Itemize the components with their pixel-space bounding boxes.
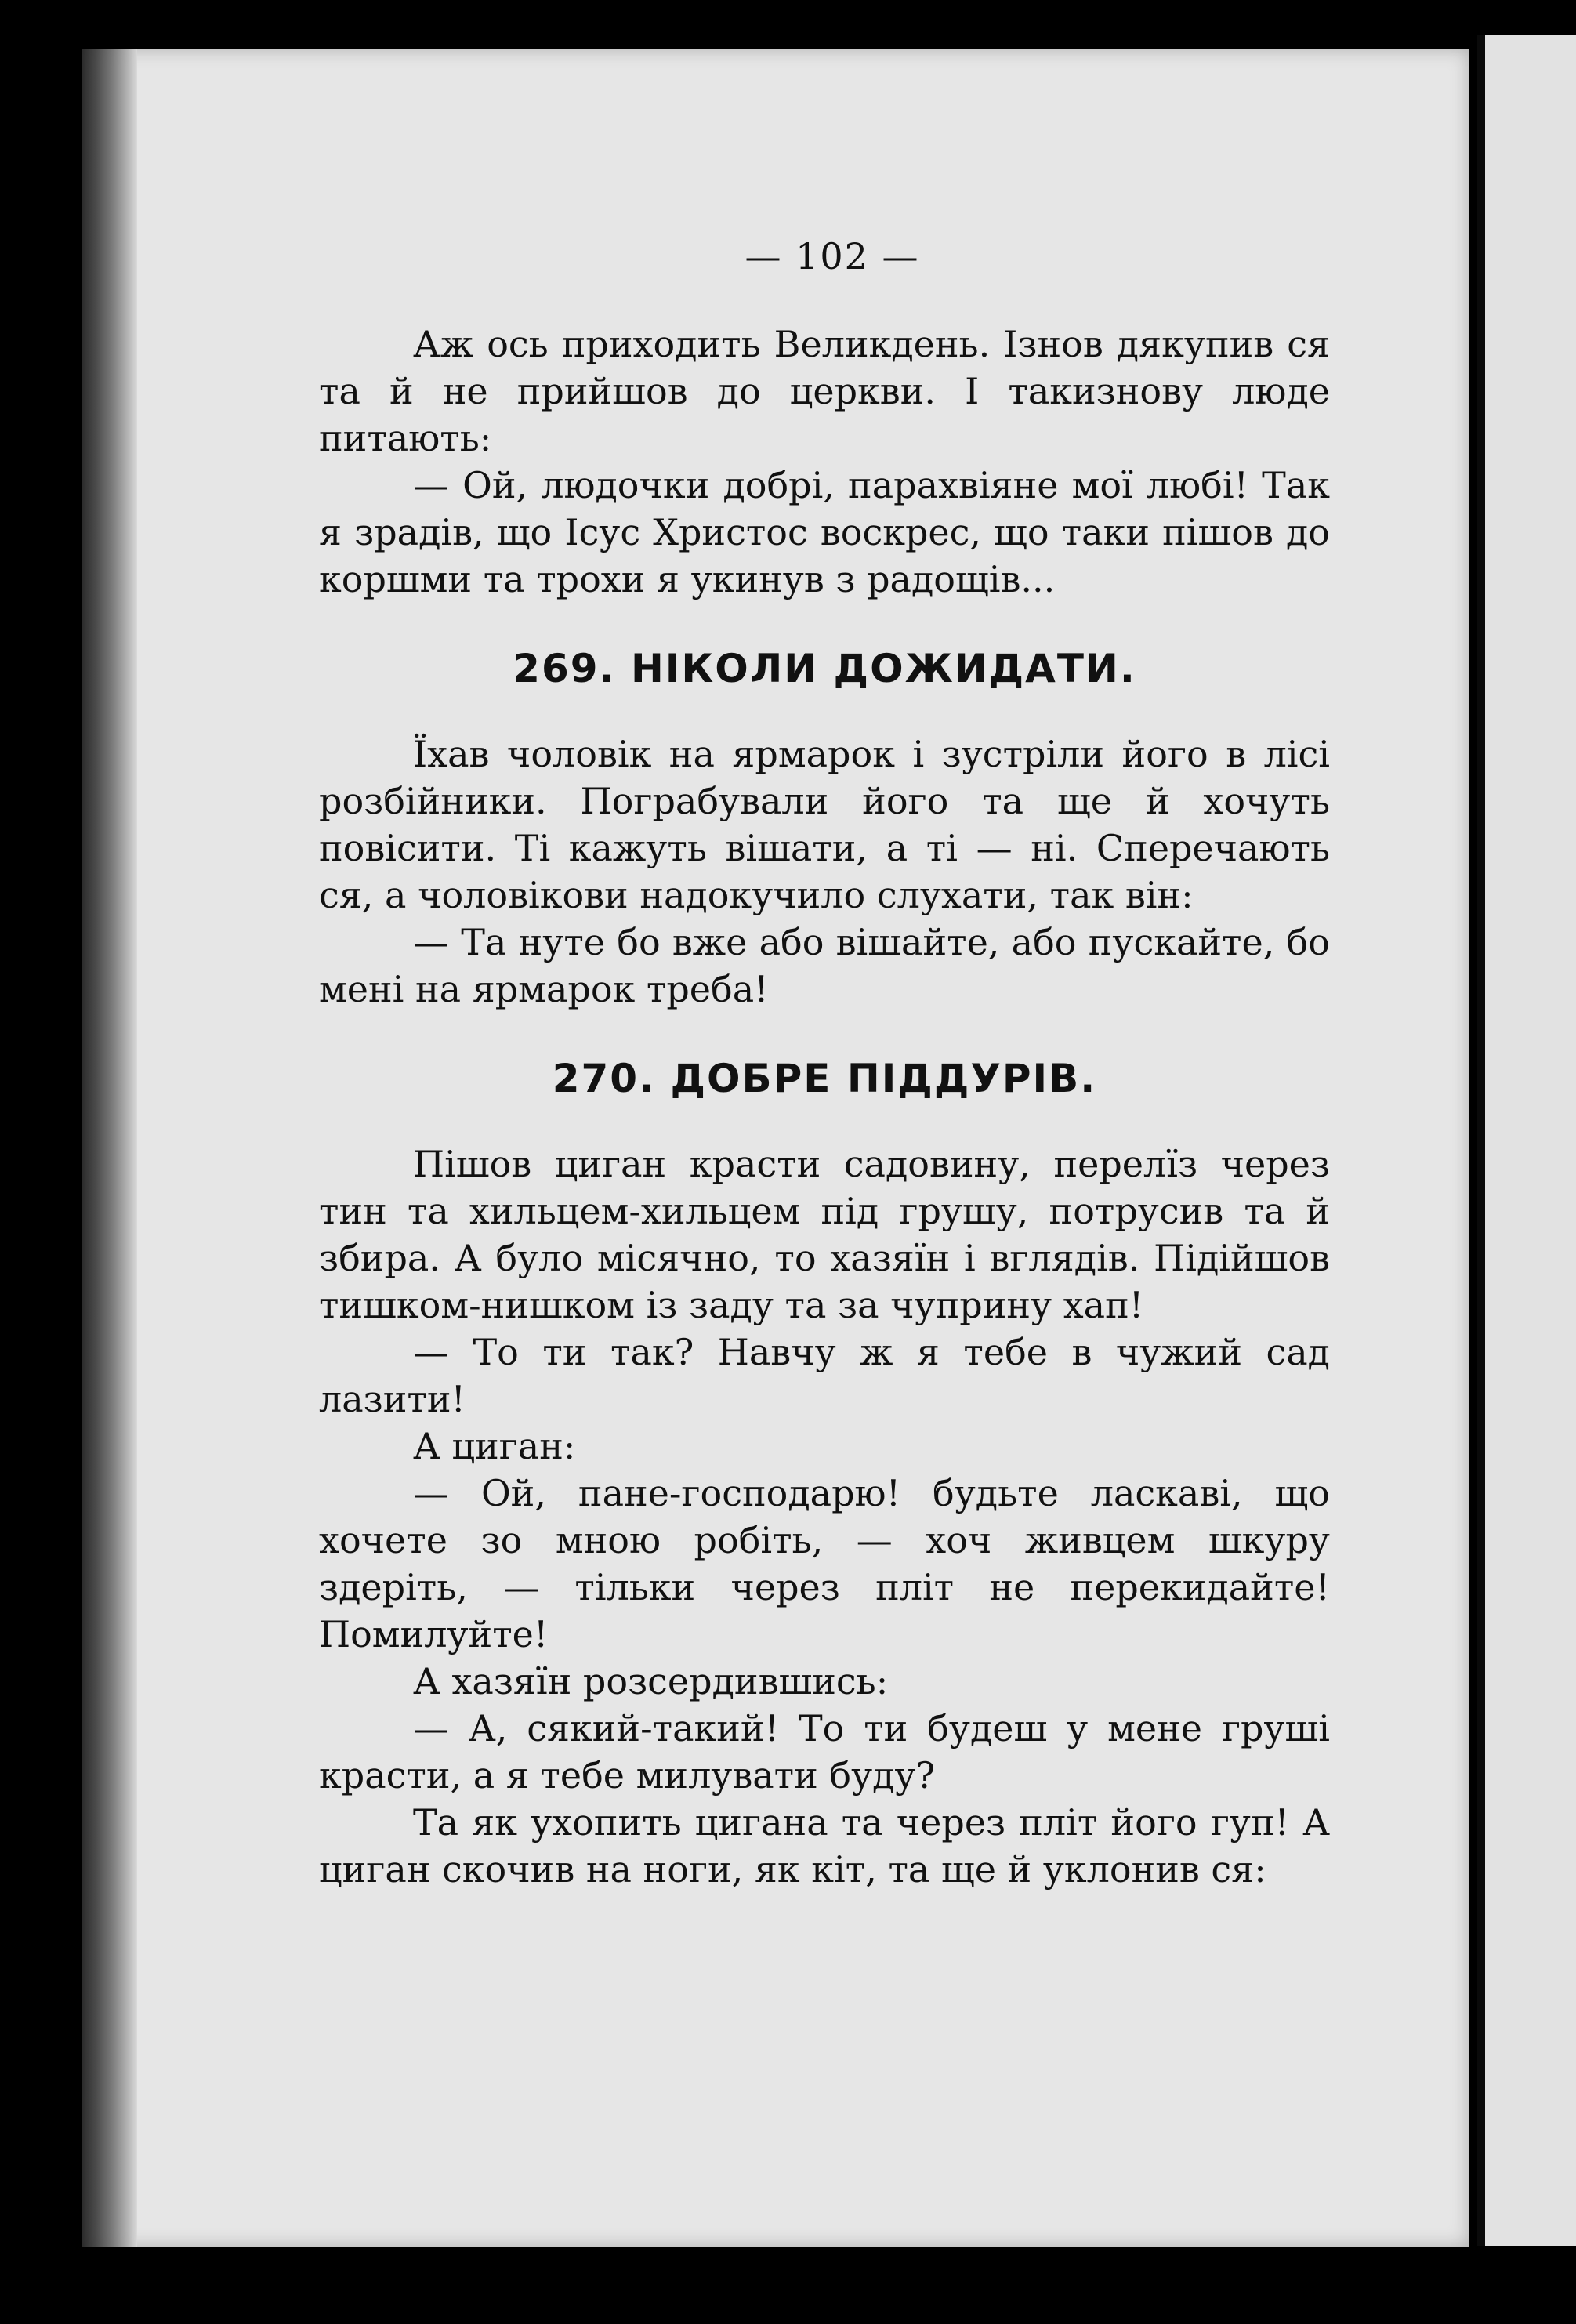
story-270-paragraph-7: Та як ухопить цигана та через пліт його гуп! А циган скочив на ноги, як кіт, та ще й уклонив ся: bbox=[319, 1801, 1330, 1891]
story-269-paragraph-2: — Та нуте бо вже або вішайте, або пускайте, бо мені на ярмарок треба! bbox=[319, 921, 1330, 1010]
intro-paragraph-1: Аж ось приходить Великдень. Ізнов дякупив ся та й не прийшов до церкви. І такизнову люде питають: bbox=[319, 323, 1330, 459]
story-270-paragraph-1: Пішов циган красти садовину, перелїз через тин та хильцем-хильцем під грушу, потрусив та й збира. А було місячно, то хазяїн і вглядів. Підійшов тишком-нишком із заду та за чуприну хап! bbox=[319, 1143, 1330, 1326]
page-spine-shadow bbox=[82, 49, 137, 2247]
story-270-heading: 270. ДОБРЕ ПІДДУРІВ. bbox=[552, 1056, 1097, 1101]
next-page-edge bbox=[1477, 35, 1576, 2246]
story-270-paragraph-4: — Ой, пане-господарю! будьте ласкаві, що хочете зо мною робіть, — хоч живцем шкуру здеріть, — тільки через пліт не перекидайте! Помилуйте! bbox=[319, 1472, 1330, 1655]
story-269-heading: 269. НІКОЛИ ДОЖИДАТИ. bbox=[513, 646, 1136, 691]
story-270-paragraph-3: А циган: bbox=[413, 1425, 576, 1467]
page-number: — 102 — bbox=[745, 235, 920, 277]
story-270-paragraph-6: — А, сякий-такий! То ти будеш у мене груші красти, а я тебе милувати буду? bbox=[319, 1707, 1330, 1796]
page-text bbox=[319, 235, 1330, 1893]
story-269-paragraph-1: Їхав чоловік на ярмарок і зустріли його в лісі розбійники. Пограбували його та ще й хочуть повісити. Ті кажуть вішати, а ті — ні. Сперечають ся, а чоловікови надокучило слухати, так він: bbox=[319, 733, 1330, 916]
story-270-paragraph-5: А хазяїн розсердившись: bbox=[413, 1660, 889, 1702]
story-270-paragraph-2: — То ти так? Навчу ж я тебе в чужий сад лазити! bbox=[319, 1331, 1330, 1420]
intro-paragraph-2: — Ой, людочки добрі, парахвіяне мої любі! Так я зрадів, що Ісус Христос воскрес, що таки пішов до коршми та трохи я укинув з радощів... bbox=[319, 464, 1330, 600]
